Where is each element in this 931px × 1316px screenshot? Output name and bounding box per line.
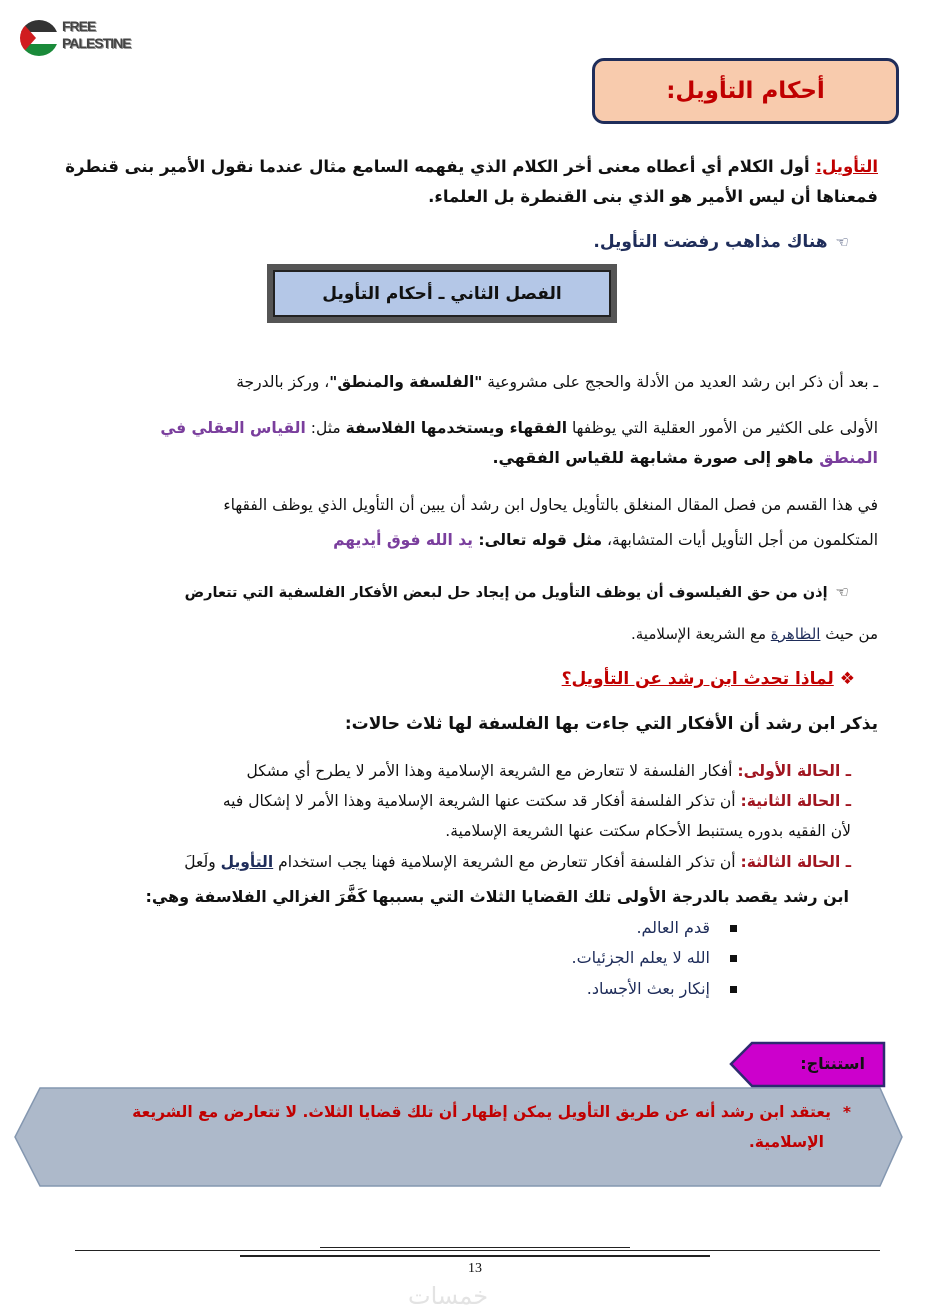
issue-item: إنكار بعث الأجساد. <box>586 979 710 998</box>
conclusion-line-2: الإسلامية. <box>748 1133 824 1151</box>
hand-arrow-icon: ☜ <box>835 583 849 601</box>
issue-item: الله لا يعلم الجزئيات. <box>571 948 710 967</box>
section-title: أحكام التأويل: <box>666 78 825 104</box>
para1-line-1: ـ بعد أن ذكر ابن رشد العديد من الأدلة والحجج على مشروعية "الفلسفة والمنطق"، وركز بالدرجة <box>236 373 878 391</box>
hand-arrow-icon: ☜ <box>835 233 849 251</box>
para2-line-2: المتكلمون من أجل التأويل أيات المتشابهة، مثل قوله تعالى: يد الله فوق أيديهم <box>333 531 878 549</box>
cases-intro: يذكر ابن رشد أن الأفكار التي جاءت بها الفلسفة لها ثلاث حالات: <box>344 714 878 734</box>
definition-line-2: فمعناها أن ليس الأمير هو الذي بنى القنطرة بل العلماء. <box>428 187 878 206</box>
para1-line-2: الأولى على الكثير من الأمور العقلية التي يوظفها الفقهاء ويستخدمها الفلاسفة مثل: القياس العقلي في <box>160 419 878 437</box>
case-3: ـ الحالة الثالثة: أن تذكر الفلسفة أفكار تتعارض مع الشريعة الإسلامية فهنا يجب استخدام التأويل ولَعلَ <box>184 853 851 871</box>
para1-line-3: المنطق ماهو إلى صورة مشابهة للقياس الفقهي. <box>492 448 878 467</box>
case-2: ـ الحالة الثانية: أن تذكر الفلسفة أفكار قد سكتت عنها الشريعة الإسلامية وهذا الأمر لا إشكال فيه <box>222 792 851 810</box>
note-rejected: ☜هناك مذاهب رفضت التأويل. <box>593 232 849 252</box>
conclusion-label: استنتاج: <box>800 1054 865 1073</box>
conclusion-line-1: *يعتقد ابن رشد أنه عن طريق التأويل يمكن إظهار أن تلك قضايا الثلاث. لا تتعارض مع الشريعة <box>132 1103 851 1121</box>
footer-divider <box>75 1250 880 1251</box>
diamond-bullet-icon: ❖ <box>839 669 855 689</box>
page-number: 13 <box>468 1261 482 1276</box>
asterisk-bullet-icon: * <box>842 1103 851 1121</box>
note2-line-1: ☜إذن من حق الفيلسوف أن يوظف التأويل من إيجاد حل لبعض الأفكار الفلسفية التي تتعارض <box>184 583 849 601</box>
case-1: ـ الحالة الأولى: أفكار الفلسفة لا تتعارض مع الشريعة الإسلامية وهذا الأمر لا يطرح أي مشكل <box>246 762 851 780</box>
case-2-continued: لأن الفقيه بدوره يستنبط الأحكام سكتت عنها الشريعة الإسلامية. <box>445 822 851 840</box>
issue-item: قدم العالم. <box>636 918 710 937</box>
watermark: خمسات <box>408 1282 489 1310</box>
definition-line-1: التأويل: أول الكلام أي أعطاه معنى أخر الكلام الذي يفهمه السامع مثال عندما نقول الأمير بنى قنطرة <box>65 157 878 176</box>
footer-divider <box>320 1247 630 1248</box>
para2-line-1: في هذا القسم من فصل المقال المنغلق بالتأويل يحاول ابن رشد أن يبين أن التأويل الذي يوظف الفقهاء <box>223 496 878 514</box>
question-heading: ❖لماذا تحدث ابن رشد عن التأويل؟ <box>561 669 855 689</box>
footer-divider <box>240 1255 710 1257</box>
definition-term: التأويل: <box>815 157 878 176</box>
issues-intro: ابن رشد يقصد بالدرجة الأولى تلك القضايا الثلاث التي بسببها كَفَّرَ الغزالي الفلاسفة وهي: <box>145 887 849 906</box>
link-tawil[interactable]: التأويل <box>220 853 274 871</box>
note2-line-2: من حيث الظاهرة مع الشريعة الإسلامية. <box>631 625 878 643</box>
link-zahira[interactable]: الظاهرة <box>770 625 821 643</box>
free-palestine-logo: FREE PALESTINE <box>18 16 128 60</box>
chapter-title: الفصل الثاني ـ أحكام التأويل <box>322 283 562 304</box>
